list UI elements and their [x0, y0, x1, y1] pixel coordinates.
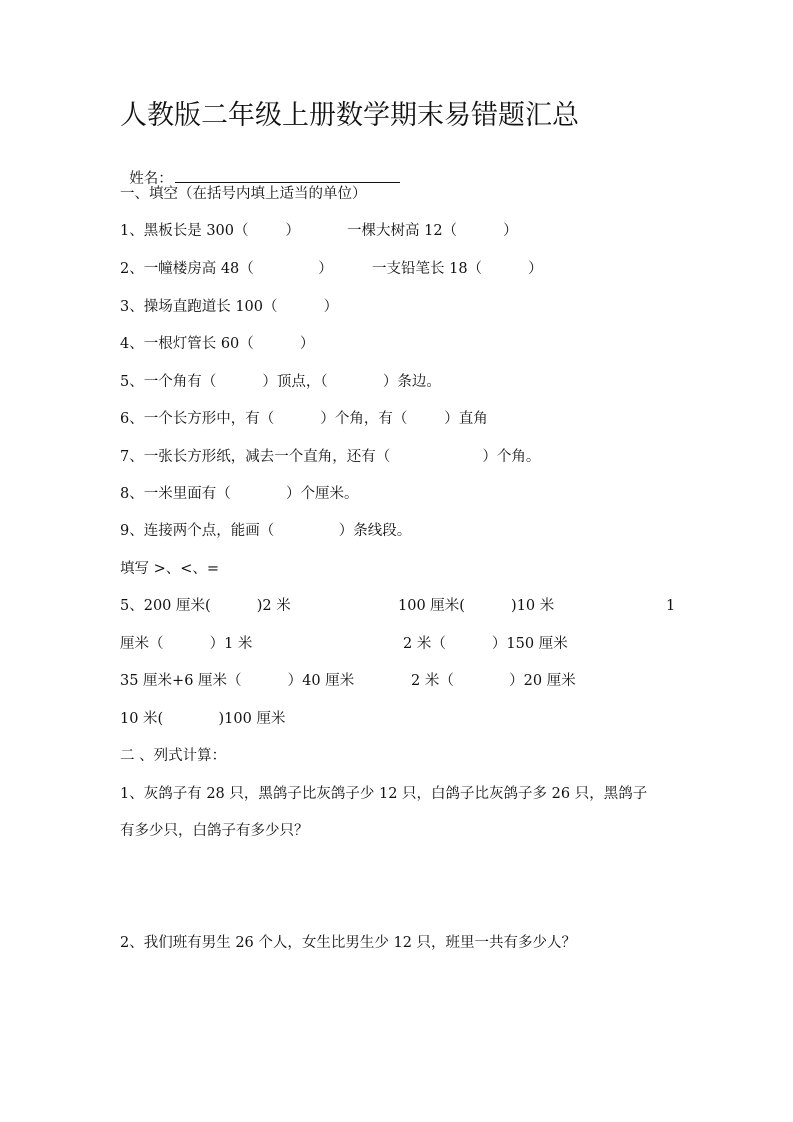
question-5: 5、一个角有（ ）顶点，（ ）条边。: [120, 374, 441, 390]
compare-1a: 5、200 厘米( )2 米: [120, 598, 291, 614]
section1-heading: 一、填空（在括号内填上适当的单位）: [120, 186, 367, 202]
compare-2b: 2 米（ ）150 厘米: [403, 636, 568, 652]
question-4: 4、一根灯管长 60（ ）: [120, 336, 315, 352]
compare-1c-tail: 1: [666, 598, 676, 614]
compare-4: 10 米( )100 厘米: [120, 711, 286, 727]
compare-3a: 35 厘米+6 厘米（ ）40 厘米: [120, 673, 355, 689]
question-1b: 一棵大树高 12（ ）: [347, 223, 518, 239]
compare-heading: 填写 >、<、=: [120, 561, 220, 577]
section2-heading: 二 、列式计算：: [120, 748, 227, 764]
question-3: 3、操场直跑道长 100（ ）: [120, 299, 339, 315]
name-label: 姓名：: [129, 171, 173, 187]
question-7: 7、一张长方形纸，减去一个直角，还有（ ）个角。: [120, 449, 541, 465]
question-2a: 2、一幢楼房高 48（ ）: [120, 261, 333, 277]
question-6: 6、一个长方形中，有（ ）个角，有（ ）直角: [120, 411, 488, 427]
question-2b: 一支铅笔长 18（ ）: [372, 261, 543, 277]
page-title: 人教版二年级上册数学期末易错题汇总: [120, 100, 579, 131]
compare-3b: 2 米（ ）20 厘米: [411, 673, 576, 689]
problem-1-line1: 1、灰鸽子有 28 只，黑鸽子比灰鸽子少 12 只，白鸽子比灰鸽子多 26 只，黑鸽子: [120, 786, 648, 802]
compare-1b: 100 厘米( )10 米: [398, 598, 555, 614]
problem-2: 2、我们班有男生 26 个人，女生比男生少 12 只，班里一共有多少人？: [120, 935, 577, 951]
name-blank-line: [175, 168, 400, 183]
question-1a: 1、黑板长是 300（ ）: [120, 223, 300, 239]
question-8: 8、一米里面有（ ）个厘米。: [120, 486, 359, 502]
name-field: [120, 148, 400, 189]
question-9: 9、连接两个点，能画（ ）条线段。: [120, 523, 412, 539]
compare-2a: 厘米（ ）1 米: [120, 636, 253, 652]
problem-1-line2: 有多少只，白鸽子有多少只？: [120, 823, 309, 839]
